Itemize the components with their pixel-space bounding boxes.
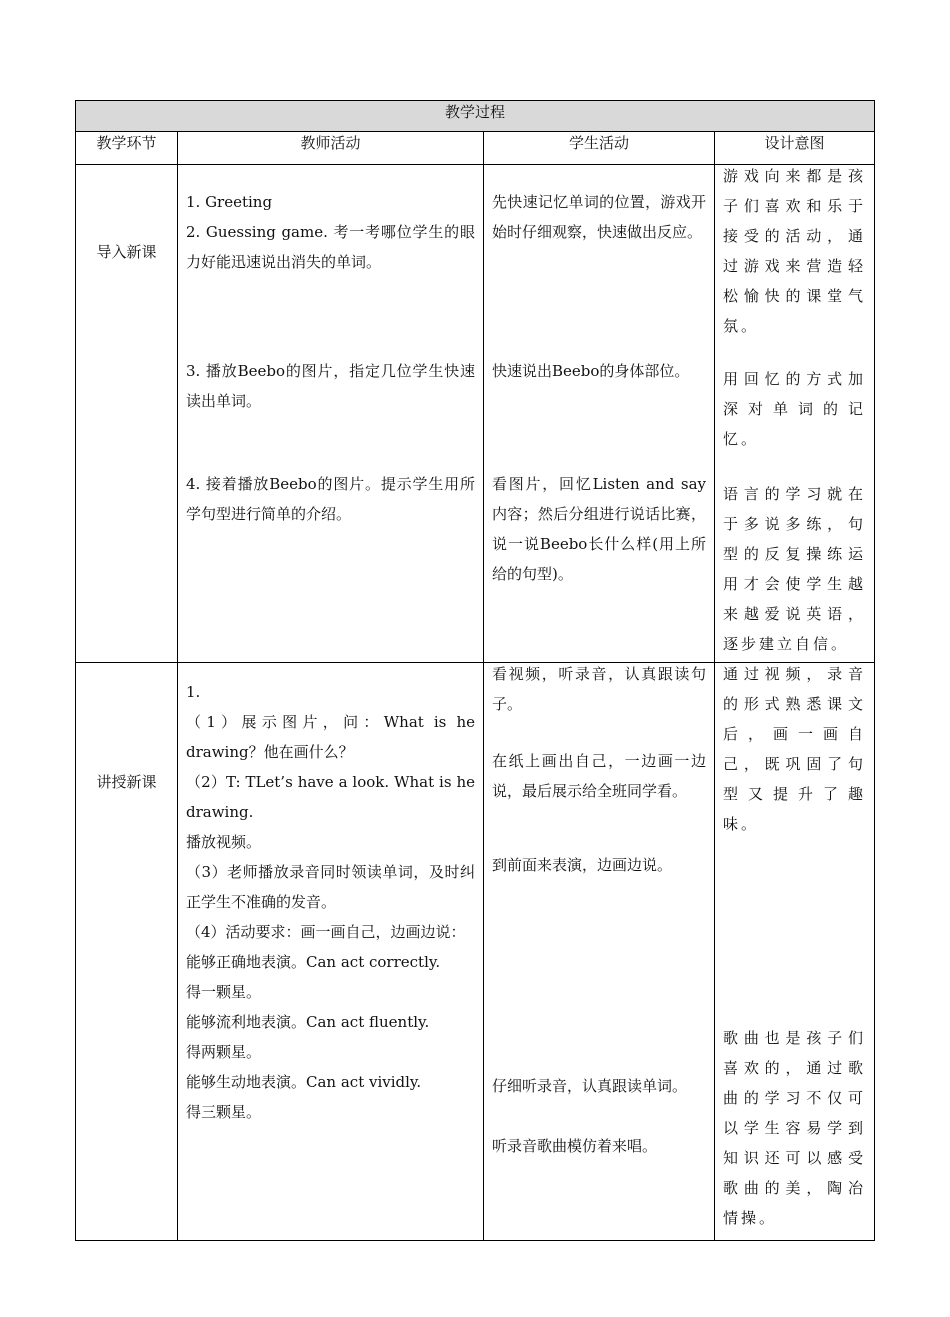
intent-text: 语言的学习就在于多说多练，句型的反复操练运用才会使学生越来越爱说英语，逐步建立自信。	[723, 485, 867, 653]
teacher-text: 4. 接着播放Beebo的图片。提示学生用所学句型进行简单的介绍。	[186, 475, 475, 523]
stage-label: 讲授新课	[96, 773, 157, 791]
student-activity-cell	[484, 165, 715, 663]
teacher-text: 3. 播放Beebo的图片，指定几位学生快速读出单词。	[186, 362, 475, 410]
student-text: 到前面来表演，边画边说。	[492, 856, 673, 874]
teacher-text: 播放视频。	[186, 833, 262, 851]
teacher-text: 1.	[186, 683, 201, 701]
design-intent-cell	[715, 165, 875, 663]
teacher-text: 能够生动地表演。Can act vividly.	[186, 1073, 422, 1091]
teacher-text: 能够正确地表演。Can act correctly.	[186, 953, 441, 971]
teacher-block	[186, 677, 475, 1127]
intent-text: 歌曲也是孩子们喜欢的，通过歌曲的学习不仅可以学生容易学到知识还可以感受歌曲的美，陶冶情操。	[723, 1029, 867, 1227]
header-design-intent: 设计意图	[715, 132, 875, 165]
header-stage: 教学环节	[76, 132, 178, 165]
teacher-text: 得三颗星。	[186, 1103, 262, 1121]
table-header-row	[76, 132, 875, 165]
teacher-text: 2. Guessing game. 考一考哪位学生的眼力好能迅速说出消失的单词。	[186, 223, 475, 271]
table-row	[76, 165, 875, 663]
student-text: 在纸上画出自己，一边画一边说，最后展示给全班同学看。	[492, 752, 706, 800]
intent-text: 用回忆的方式加深对单词的记忆。	[723, 370, 867, 448]
teacher-text: 得两颗星。	[186, 1043, 262, 1061]
student-text: 仔细听录音，认真跟读单词。	[492, 1077, 688, 1095]
teacher-text: （1）展示图片，问：What is he drawing？他在画什么？	[186, 713, 475, 761]
header-student-activity: 学生活动	[484, 132, 715, 165]
teacher-activity-cell	[178, 663, 484, 1241]
stage-label: 导入新课	[96, 243, 157, 261]
teacher-text: （3）老师播放录音同时领读单词，及时纠正学生不准确的发音。	[186, 863, 475, 911]
student-text: 先快速记忆单词的位置，游戏开始时仔细观察，快速做出反应。	[492, 193, 706, 241]
teaching-process-table	[75, 100, 875, 1241]
teacher-text: （2）T: TLet’s have a look. What is he drawing.	[186, 773, 475, 821]
intent-text: 通过视频，录音的形式熟悉课文后，画一画自己，既巩固了句型又提升了趣味。	[723, 665, 867, 833]
teacher-text: 1. Greeting	[186, 193, 273, 211]
teacher-block	[186, 187, 475, 277]
stage-cell	[76, 165, 178, 663]
intent-text: 游戏向来都是孩子们喜欢和乐于接受的活动，通过游戏来营造轻松愉快的课堂气氛。	[723, 167, 867, 335]
table-title-row	[76, 101, 875, 132]
teacher-activity-cell	[178, 165, 484, 663]
teacher-block	[186, 356, 475, 416]
student-activity-cell	[484, 663, 715, 1241]
teacher-text: （4）活动要求：画一画自己，边画边说：	[186, 923, 466, 941]
header-teacher-activity: 教师活动	[178, 132, 484, 165]
student-text: 快速说出Beebo的身体部位。	[492, 362, 690, 380]
teacher-text: 能够流利地表演。Can act fluently.	[186, 1013, 430, 1031]
student-text: 看图片，回忆Listen and say内容；然后分组进行说话比赛，说一说Beebo长什么样(用上所给的句型)。	[492, 475, 706, 583]
table-row	[76, 663, 875, 1241]
teacher-block	[186, 469, 475, 529]
teacher-text: 得一颗星。	[186, 983, 262, 1001]
stage-cell	[76, 663, 178, 1241]
table-title: 教学过程	[76, 101, 875, 132]
design-intent-cell	[715, 663, 875, 1241]
student-text: 看视频，听录音，认真跟读句子。	[492, 665, 706, 713]
student-text: 听录音歌曲模仿着来唱。	[492, 1137, 658, 1155]
